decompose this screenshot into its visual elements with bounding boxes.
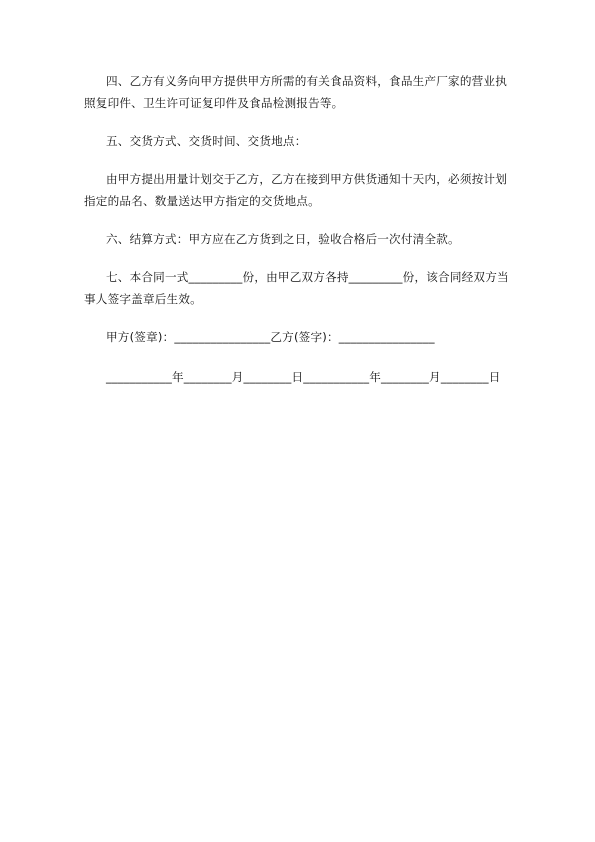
clause-four: 四、乙方有义务向甲方提供甲方所需的有关食品资料，食品生产厂家的营业执照复印件、卫生许可证复印件及食品检测报告等。 (84, 74, 507, 110)
date-line: ___________年________月________日___________年________月________日 (106, 370, 501, 384)
clause-seven: 七、本合同一式_________份，由甲乙双方各持_________份，该合同经双方当事人签字盖章后生效。 (84, 270, 509, 306)
document-body (84, 70, 514, 404)
clause-six: 六、结算方式：甲方应在乙方货到之日，验收合格后一次付清全款。 (106, 232, 460, 246)
signature-line: 甲方(签章)：________________乙方(签字)：________________ (106, 330, 435, 344)
clause-five-heading: 五、交货方式、交货时间、交货地点： (106, 134, 307, 148)
clause-five-body: 由甲方提出用量计划交于乙方，乙方在接到甲方供货通知十天内，必须按计划指定的品名、数量送达甲方指定的交货地点。 (84, 172, 507, 208)
